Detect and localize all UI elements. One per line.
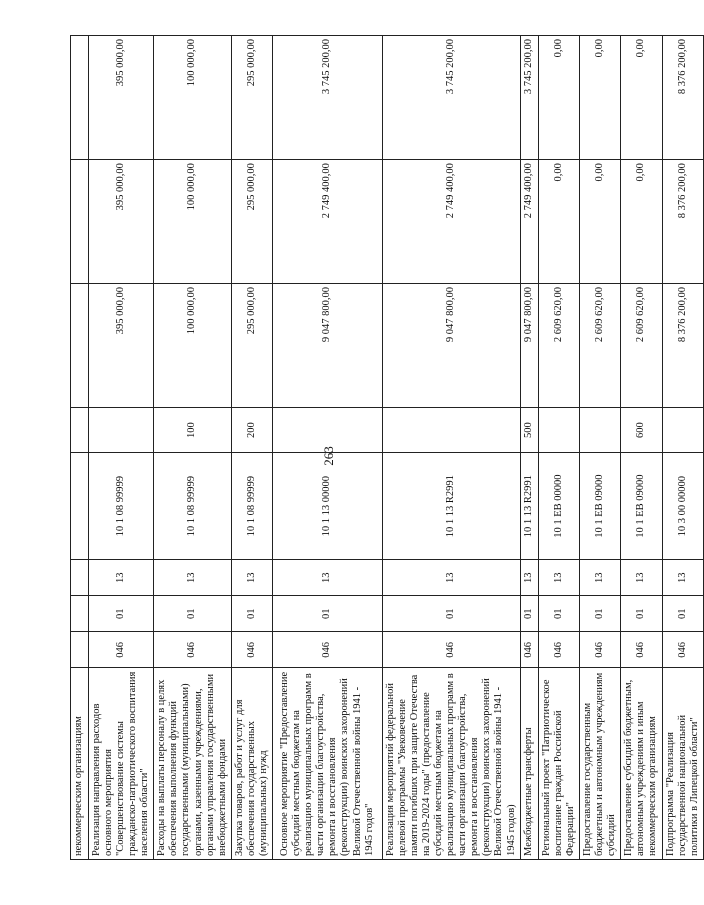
- row-amount-year1: 9 047 800,00: [272, 284, 382, 408]
- row-ved-code: 046: [579, 632, 620, 668]
- row-amount-year1: 8 376 200,00: [662, 284, 703, 408]
- table-row: [89, 36, 154, 860]
- row-subsection-code: 13: [382, 560, 520, 596]
- table-row: [231, 36, 272, 860]
- row-target-article: 10 1 08 99999: [231, 453, 272, 560]
- row-amount-year3: 8 376 200,00: [662, 36, 703, 160]
- budget-table-body: [71, 36, 704, 860]
- row-section-code: 01: [231, 596, 272, 632]
- row-amount-year2: 2 749 400,00: [382, 160, 520, 284]
- table-row: [154, 36, 231, 860]
- row-subsection-code: 13: [272, 560, 382, 596]
- row-section-code: 01: [89, 596, 154, 632]
- row-name: Региональный проект "Патриотическое воспитание граждан Российской Федерации": [538, 668, 579, 860]
- row-amount-year2: 295 000,00: [231, 160, 272, 284]
- row-target-article: 10 1 EB 00000: [538, 453, 579, 560]
- row-ved-code: 046: [89, 632, 154, 668]
- row-subsection-code: [71, 560, 89, 596]
- row-section-code: 01: [272, 596, 382, 632]
- row-name: Основное мероприятие "Предоставление субсидий местным бюджетам на реализацию муниципальных программ в части организации благоустройства, ремонта и восстановления (реконструкции) воинских захоронений Великой Отечественной войны 1941 - 1945 годов": [272, 668, 382, 860]
- row-subsection-code: 13: [520, 560, 538, 596]
- row-amount-year1: [71, 284, 89, 408]
- row-name: Предоставление субсидий бюджетным, автономным учреждениям и иным некоммерческим организациям: [620, 668, 662, 860]
- row-ved-code: 046: [231, 632, 272, 668]
- row-ved-code: 046: [272, 632, 382, 668]
- row-name: некоммерческим организациям: [71, 668, 89, 860]
- row-name: Закупка товаров, работ и услуг для обеспечения государственных (муниципальных) нужд: [231, 668, 272, 860]
- row-amount-year1: 2 609 620,00: [579, 284, 620, 408]
- table-row: [662, 36, 703, 860]
- row-target-article: 10 1 08 99999: [154, 453, 231, 560]
- row-amount-year3: 0,00: [620, 36, 662, 160]
- row-subsection-code: 13: [231, 560, 272, 596]
- row-target-article: 10 3 00 00000: [662, 453, 703, 560]
- row-amount-year3: [71, 36, 89, 160]
- row-amount-year1: 9 047 800,00: [382, 284, 520, 408]
- row-expense-type: [538, 408, 579, 453]
- row-amount-year1: 395 000,00: [89, 284, 154, 408]
- row-expense-type: 100: [154, 408, 231, 453]
- row-amount-year3: 3 745 200,00: [272, 36, 382, 160]
- row-ved-code: 046: [538, 632, 579, 668]
- row-expense-type: 500: [520, 408, 538, 453]
- row-section-code: 01: [520, 596, 538, 632]
- row-subsection-code: 13: [579, 560, 620, 596]
- row-section-code: 01: [154, 596, 231, 632]
- row-amount-year2: 0,00: [579, 160, 620, 284]
- row-ved-code: 046: [620, 632, 662, 668]
- row-expense-type: [272, 408, 382, 453]
- row-name: Подпрограмма "Реализация государственной национальной политики в Липецкой области": [662, 668, 703, 860]
- row-name: Реализация мероприятий федеральной целевой программы "Увековечение памяти погибших при защите Отечества на 2019-2024 годы" (предоставление субсидий местным бюджетам на реализацию муниципальных программ в части организации благоустройства, ремонта и восстановления (реконструкции) воинских захоронений Великой Отечественной войны 1941 - 1945 годов): [382, 668, 520, 860]
- row-ved-code: 046: [154, 632, 231, 668]
- row-amount-year3: 295 000,00: [231, 36, 272, 160]
- budget-table: [70, 35, 704, 860]
- row-amount-year1: 295 000,00: [231, 284, 272, 408]
- row-amount-year2: 0,00: [620, 160, 662, 284]
- row-section-code: [71, 596, 89, 632]
- row-section-code: 01: [382, 596, 520, 632]
- row-amount-year1: 2 609 620,00: [538, 284, 579, 408]
- row-amount-year3: 395 000,00: [89, 36, 154, 160]
- row-name: Межбюджетные трансферты: [520, 668, 538, 860]
- table-row: [71, 36, 89, 860]
- row-expense-type: [579, 408, 620, 453]
- row-expense-type: [89, 408, 154, 453]
- row-amount-year3: 0,00: [538, 36, 579, 160]
- row-expense-type: [382, 408, 520, 453]
- row-amount-year3: 3 745 200,00: [520, 36, 538, 160]
- row-ved-code: 046: [382, 632, 520, 668]
- table-row: [520, 36, 538, 860]
- row-amount-year1: 9 047 800,00: [520, 284, 538, 408]
- row-amount-year3: 3 745 200,00: [382, 36, 520, 160]
- row-expense-type: [662, 408, 703, 453]
- row-section-code: 01: [538, 596, 579, 632]
- row-expense-type: 200: [231, 408, 272, 453]
- row-target-article: 10 1 13 00000: [272, 453, 382, 560]
- row-section-code: 01: [662, 596, 703, 632]
- row-ved-code: 046: [520, 632, 538, 668]
- row-subsection-code: 13: [538, 560, 579, 596]
- row-amount-year2: 8 376 200,00: [662, 160, 703, 284]
- row-subsection-code: 13: [662, 560, 703, 596]
- row-amount-year3: 100 000,00: [154, 36, 231, 160]
- table-row: [579, 36, 620, 860]
- table-row: [272, 36, 382, 860]
- table-row: [620, 36, 662, 860]
- row-amount-year2: 0,00: [538, 160, 579, 284]
- page-number: 263: [321, 446, 336, 466]
- row-target-article: 10 1 EB 09000: [620, 453, 662, 560]
- row-amount-year2: 2 749 400,00: [520, 160, 538, 284]
- row-ved-code: 046: [662, 632, 703, 668]
- row-amount-year2: [71, 160, 89, 284]
- row-amount-year1: 2 609 620,00: [620, 284, 662, 408]
- row-target-article: 10 1 08 99999: [89, 453, 154, 560]
- table-row: [538, 36, 579, 860]
- row-name: Реализация направления расходов основного мероприятия "Совершенствование системы гражданско-патриотического воспитания населения области": [89, 668, 154, 860]
- row-expense-type: 600: [620, 408, 662, 453]
- row-target-article: 10 1 13 R2991: [520, 453, 538, 560]
- table-row: [382, 36, 520, 860]
- row-target-article: [71, 453, 89, 560]
- row-section-code: 01: [620, 596, 662, 632]
- row-amount-year2: 2 749 400,00: [272, 160, 382, 284]
- budget-table-container: [70, 35, 701, 860]
- row-name: Расходы на выплаты персоналу в целях обеспечения выполнения функций государственными (муниципальными) органами, казенными учреждениями, органами управления государственными внебюджетными фондами: [154, 668, 231, 860]
- row-ved-code: [71, 632, 89, 668]
- row-subsection-code: 13: [89, 560, 154, 596]
- row-amount-year2: 100 000,00: [154, 160, 231, 284]
- row-target-article: 10 1 13 R2991: [382, 453, 520, 560]
- row-target-article: 10 1 EB 09000: [579, 453, 620, 560]
- row-amount-year3: 0,00: [579, 36, 620, 160]
- row-amount-year2: 395 000,00: [89, 160, 154, 284]
- row-amount-year1: 100 000,00: [154, 284, 231, 408]
- row-name: Предоставление государственным бюджетным и автономным учреждениям субсидий: [579, 668, 620, 860]
- row-subsection-code: 13: [154, 560, 231, 596]
- row-expense-type: [71, 408, 89, 453]
- row-subsection-code: 13: [620, 560, 662, 596]
- row-section-code: 01: [579, 596, 620, 632]
- rotated-page-content: [70, 35, 701, 860]
